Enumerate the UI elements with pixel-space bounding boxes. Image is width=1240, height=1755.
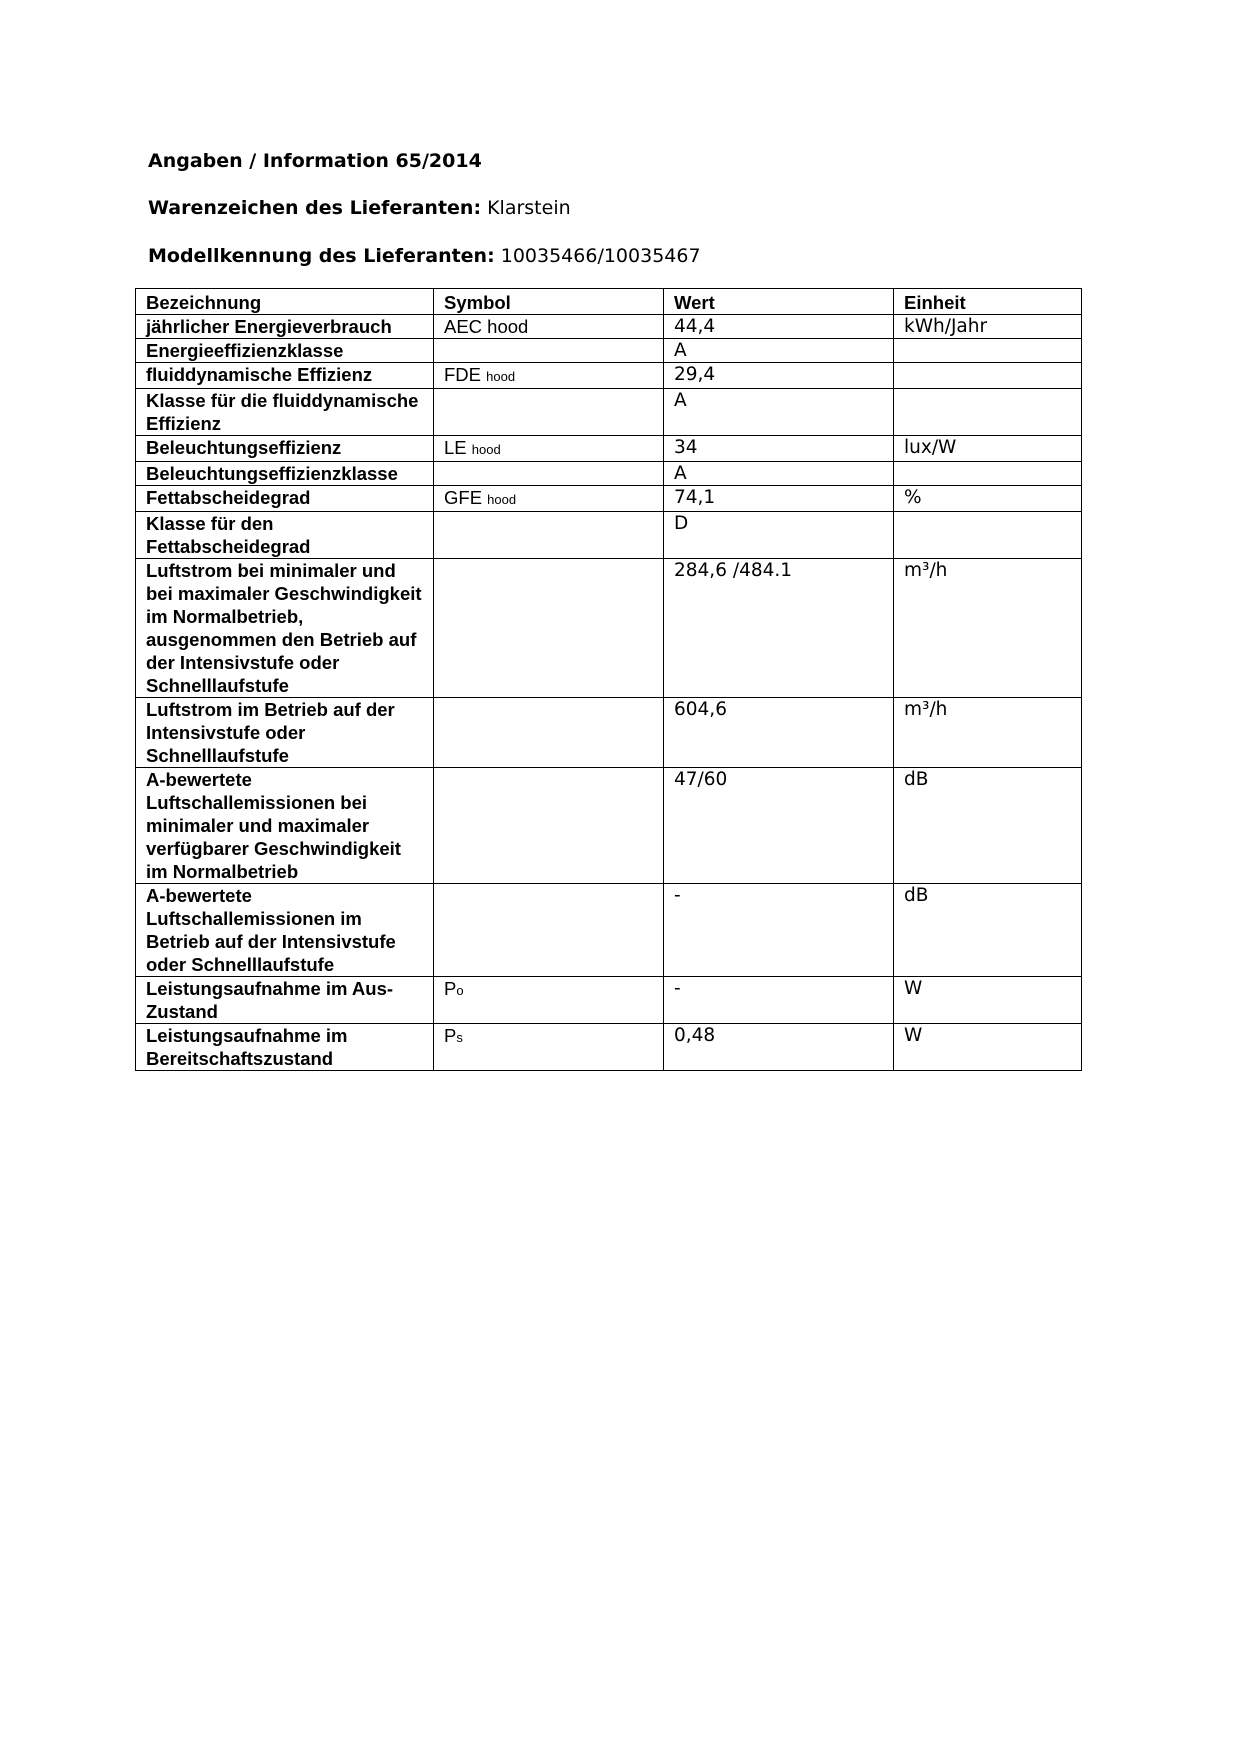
row-label: Fettabscheidegrad bbox=[136, 486, 434, 512]
row-symbol bbox=[434, 512, 664, 559]
table-row bbox=[136, 436, 1082, 462]
row-value: 34 bbox=[664, 436, 894, 462]
row-symbol: GFE hood bbox=[434, 486, 664, 512]
row-label: A-bewertete Luftschallemissionen bei minimaler und maximaler verfügbarer Geschwindigkeit im Normalbetrieb bbox=[136, 768, 434, 884]
row-symbol bbox=[434, 884, 664, 977]
model-line bbox=[148, 245, 701, 267]
table-row bbox=[136, 363, 1082, 389]
row-symbol: FDE hood bbox=[434, 363, 664, 389]
row-value: A bbox=[664, 339, 894, 363]
row-value: 604,6 bbox=[664, 698, 894, 768]
row-label: Leistungsaufnahme im Bereitschaftszustand bbox=[136, 1024, 434, 1071]
table-row bbox=[136, 389, 1082, 436]
row-unit: W bbox=[894, 1024, 1082, 1071]
row-label: Luftstrom bei minimaler und bei maximaler Geschwindigkeit im Normalbetrieb, ausgenommen den Betrieb auf der Intensivstufe oder Schnelllaufstufe bbox=[136, 559, 434, 698]
row-unit: kWh/Jahr bbox=[894, 315, 1082, 339]
table-row bbox=[136, 512, 1082, 559]
row-symbol bbox=[434, 698, 664, 768]
row-label: Beleuchtungseffizienz bbox=[136, 436, 434, 462]
table-row bbox=[136, 559, 1082, 698]
col-header-einheit: Einheit bbox=[894, 289, 1082, 315]
col-header-wert: Wert bbox=[664, 289, 894, 315]
row-symbol bbox=[434, 559, 664, 698]
row-value: 44,4 bbox=[664, 315, 894, 339]
col-header-bezeichnung: Bezeichnung bbox=[136, 289, 434, 315]
spec-table bbox=[135, 288, 1082, 1071]
row-value: 29,4 bbox=[664, 363, 894, 389]
row-label: Beleuchtungseffizienzklasse bbox=[136, 462, 434, 486]
brand-line bbox=[148, 197, 571, 219]
row-unit: % bbox=[894, 486, 1082, 512]
row-unit: W bbox=[894, 977, 1082, 1024]
row-value: - bbox=[664, 977, 894, 1024]
row-unit bbox=[894, 389, 1082, 436]
document-title: Angaben / Information 65/2014 bbox=[148, 150, 482, 172]
table-row bbox=[136, 977, 1082, 1024]
table-header-row bbox=[136, 289, 1082, 315]
table-row bbox=[136, 884, 1082, 977]
table-row bbox=[136, 768, 1082, 884]
row-value: D bbox=[664, 512, 894, 559]
model-value: 10035466/10035467 bbox=[500, 245, 701, 267]
row-label: Energieeffizienzklasse bbox=[136, 339, 434, 363]
table-row bbox=[136, 315, 1082, 339]
table-row bbox=[136, 698, 1082, 768]
row-value: A bbox=[664, 389, 894, 436]
row-symbol: Ps bbox=[434, 1024, 664, 1071]
row-label: jährlicher Energieverbrauch bbox=[136, 315, 434, 339]
row-value: 0,48 bbox=[664, 1024, 894, 1071]
row-value: A bbox=[664, 462, 894, 486]
row-unit: dB bbox=[894, 768, 1082, 884]
row-unit bbox=[894, 462, 1082, 486]
row-value: 284,6 /484.1 bbox=[664, 559, 894, 698]
row-value: - bbox=[664, 884, 894, 977]
table-row bbox=[136, 486, 1082, 512]
row-label: Klasse für den Fettabscheidegrad bbox=[136, 512, 434, 559]
model-label: Modellkennung des Lieferanten: bbox=[148, 245, 495, 267]
row-unit: m³/h bbox=[894, 559, 1082, 698]
table-row bbox=[136, 339, 1082, 363]
row-label: Klasse für die fluiddynamische Effizienz bbox=[136, 389, 434, 436]
row-symbol bbox=[434, 462, 664, 486]
row-symbol: LE hood bbox=[434, 436, 664, 462]
row-label: A-bewertete Luftschallemissionen im Betrieb auf der Intensivstufe oder Schnelllaufstufe bbox=[136, 884, 434, 977]
row-unit: m³/h bbox=[894, 698, 1082, 768]
row-unit bbox=[894, 512, 1082, 559]
col-header-symbol: Symbol bbox=[434, 289, 664, 315]
row-label: fluiddynamische Effizienz bbox=[136, 363, 434, 389]
row-value: 74,1 bbox=[664, 486, 894, 512]
row-label: Luftstrom im Betrieb auf der Intensivstufe oder Schnelllaufstufe bbox=[136, 698, 434, 768]
row-symbol: Po bbox=[434, 977, 664, 1024]
row-symbol bbox=[434, 339, 664, 363]
row-unit bbox=[894, 363, 1082, 389]
table-row bbox=[136, 1024, 1082, 1071]
brand-value: Klarstein bbox=[487, 197, 571, 219]
row-symbol bbox=[434, 768, 664, 884]
brand-label: Warenzeichen des Lieferanten: bbox=[148, 197, 482, 219]
row-symbol bbox=[434, 389, 664, 436]
row-symbol: AEC hood bbox=[434, 315, 664, 339]
row-unit: lux/W bbox=[894, 436, 1082, 462]
row-label: Leistungsaufnahme im Aus-Zustand bbox=[136, 977, 434, 1024]
row-unit: dB bbox=[894, 884, 1082, 977]
table-row bbox=[136, 462, 1082, 486]
row-value: 47/60 bbox=[664, 768, 894, 884]
row-unit bbox=[894, 339, 1082, 363]
